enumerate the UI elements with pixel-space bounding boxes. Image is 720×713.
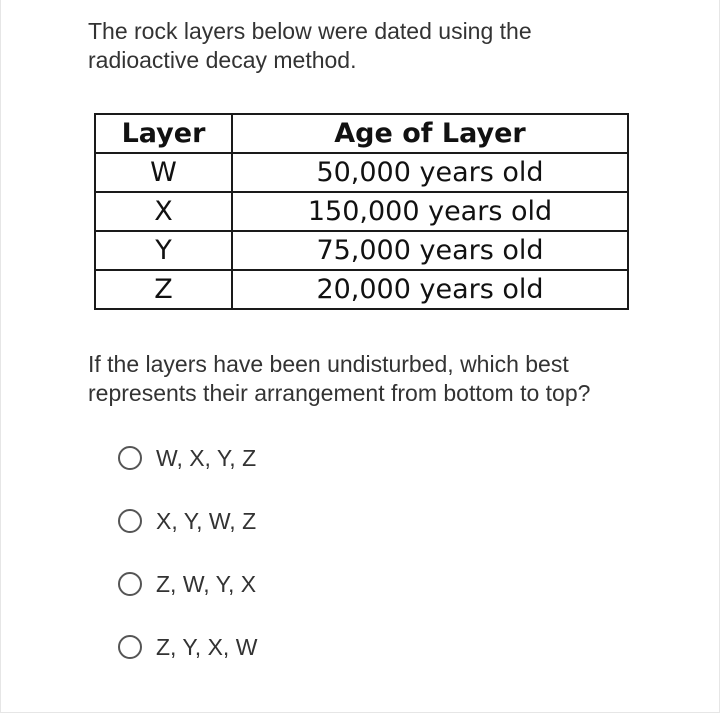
option-label: Z, W, Y, X [156,570,257,597]
radio-button-icon[interactable] [118,572,142,596]
option-label: X, Y, W, Z [156,507,257,534]
answer-options [118,442,257,694]
frame-left-border [0,0,1,713]
age-cell: 50,000 years old [232,153,628,192]
table-row [95,192,628,231]
answer-option-a[interactable] [118,442,257,474]
answer-option-d[interactable] [118,631,257,663]
column-header-layer: Layer [95,114,232,153]
option-label: Z, Y, X, W [156,633,258,660]
radio-button-icon[interactable] [118,509,142,533]
age-cell: 20,000 years old [232,270,628,309]
option-label: W, X, Y, Z [156,444,257,471]
table-row [95,153,628,192]
table-header-row [95,114,628,153]
table-row [95,270,628,309]
layer-cell: W [95,153,232,192]
question-prompt: If the layers have been undisturbed, which best represents their arrangement from bottom to top? [88,351,591,406]
age-cell: 150,000 years old [232,192,628,231]
radio-button-icon[interactable] [118,446,142,470]
column-header-age: Age of Layer [232,114,628,153]
layer-cell: Y [95,231,232,270]
radio-button-icon[interactable] [118,635,142,659]
answer-option-c[interactable] [118,568,257,600]
layer-cell: X [95,192,232,231]
rock-layers-table [94,113,629,310]
layer-cell: Z [95,270,232,309]
answer-option-b[interactable] [118,505,257,537]
age-cell: 75,000 years old [232,231,628,270]
question-intro: The rock layers below were dated using the radioactive decay method. [88,18,532,73]
table-row [95,231,628,270]
